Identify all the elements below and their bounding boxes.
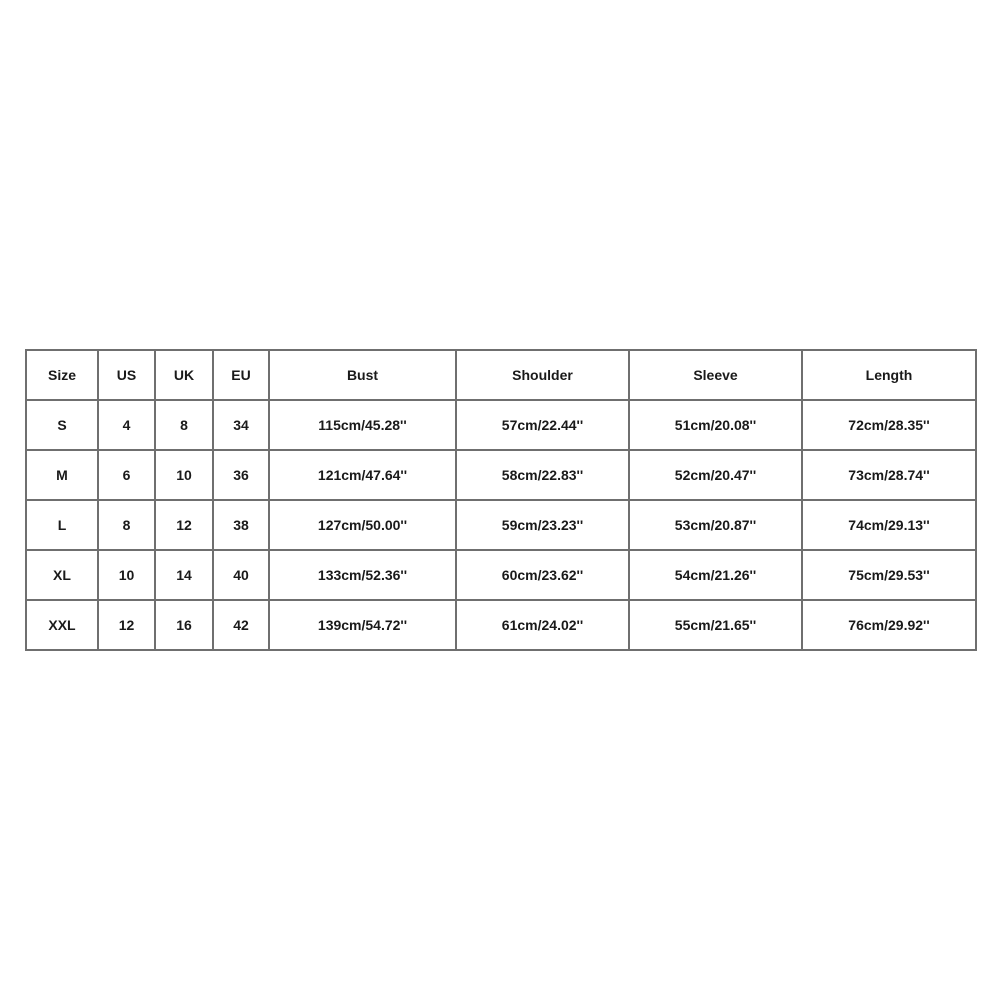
size-chart-body xyxy=(26,400,976,650)
cell-sleeve: 53cm/20.87'' xyxy=(629,500,802,550)
cell-length: 75cm/29.53'' xyxy=(802,550,976,600)
cell-us: 10 xyxy=(98,550,155,600)
cell-bust: 139cm/54.72'' xyxy=(269,600,456,650)
size-chart-header xyxy=(26,350,976,400)
cell-uk: 10 xyxy=(155,450,213,500)
table-row xyxy=(26,400,976,450)
cell-sleeve: 55cm/21.65'' xyxy=(629,600,802,650)
cell-shoulder: 61cm/24.02'' xyxy=(456,600,629,650)
header-bust: Bust xyxy=(269,350,456,400)
header-shoulder: Shoulder xyxy=(456,350,629,400)
cell-bust: 115cm/45.28'' xyxy=(269,400,456,450)
cell-us: 8 xyxy=(98,500,155,550)
cell-size: L xyxy=(26,500,98,550)
size-chart-table xyxy=(25,349,977,651)
cell-uk: 16 xyxy=(155,600,213,650)
header-uk: UK xyxy=(155,350,213,400)
cell-sleeve: 51cm/20.08'' xyxy=(629,400,802,450)
cell-eu: 34 xyxy=(213,400,269,450)
header-length: Length xyxy=(802,350,976,400)
table-row xyxy=(26,550,976,600)
cell-uk: 14 xyxy=(155,550,213,600)
table-row xyxy=(26,600,976,650)
table-row xyxy=(26,500,976,550)
cell-shoulder: 58cm/22.83'' xyxy=(456,450,629,500)
cell-size: S xyxy=(26,400,98,450)
cell-shoulder: 59cm/23.23'' xyxy=(456,500,629,550)
header-sleeve: Sleeve xyxy=(629,350,802,400)
cell-us: 4 xyxy=(98,400,155,450)
cell-shoulder: 57cm/22.44'' xyxy=(456,400,629,450)
cell-eu: 36 xyxy=(213,450,269,500)
cell-bust: 133cm/52.36'' xyxy=(269,550,456,600)
cell-size: XXL xyxy=(26,600,98,650)
cell-us: 12 xyxy=(98,600,155,650)
cell-bust: 127cm/50.00'' xyxy=(269,500,456,550)
cell-uk: 12 xyxy=(155,500,213,550)
cell-bust: 121cm/47.64'' xyxy=(269,450,456,500)
cell-us: 6 xyxy=(98,450,155,500)
header-row xyxy=(26,350,976,400)
cell-length: 76cm/29.92'' xyxy=(802,600,976,650)
cell-eu: 42 xyxy=(213,600,269,650)
table-row xyxy=(26,450,976,500)
header-size: Size xyxy=(26,350,98,400)
cell-shoulder: 60cm/23.62'' xyxy=(456,550,629,600)
cell-sleeve: 52cm/20.47'' xyxy=(629,450,802,500)
cell-uk: 8 xyxy=(155,400,213,450)
header-us: US xyxy=(98,350,155,400)
cell-length: 72cm/28.35'' xyxy=(802,400,976,450)
cell-length: 74cm/29.13'' xyxy=(802,500,976,550)
cell-sleeve: 54cm/21.26'' xyxy=(629,550,802,600)
cell-length: 73cm/28.74'' xyxy=(802,450,976,500)
cell-eu: 38 xyxy=(213,500,269,550)
cell-size: M xyxy=(26,450,98,500)
header-eu: EU xyxy=(213,350,269,400)
cell-size: XL xyxy=(26,550,98,600)
cell-eu: 40 xyxy=(213,550,269,600)
